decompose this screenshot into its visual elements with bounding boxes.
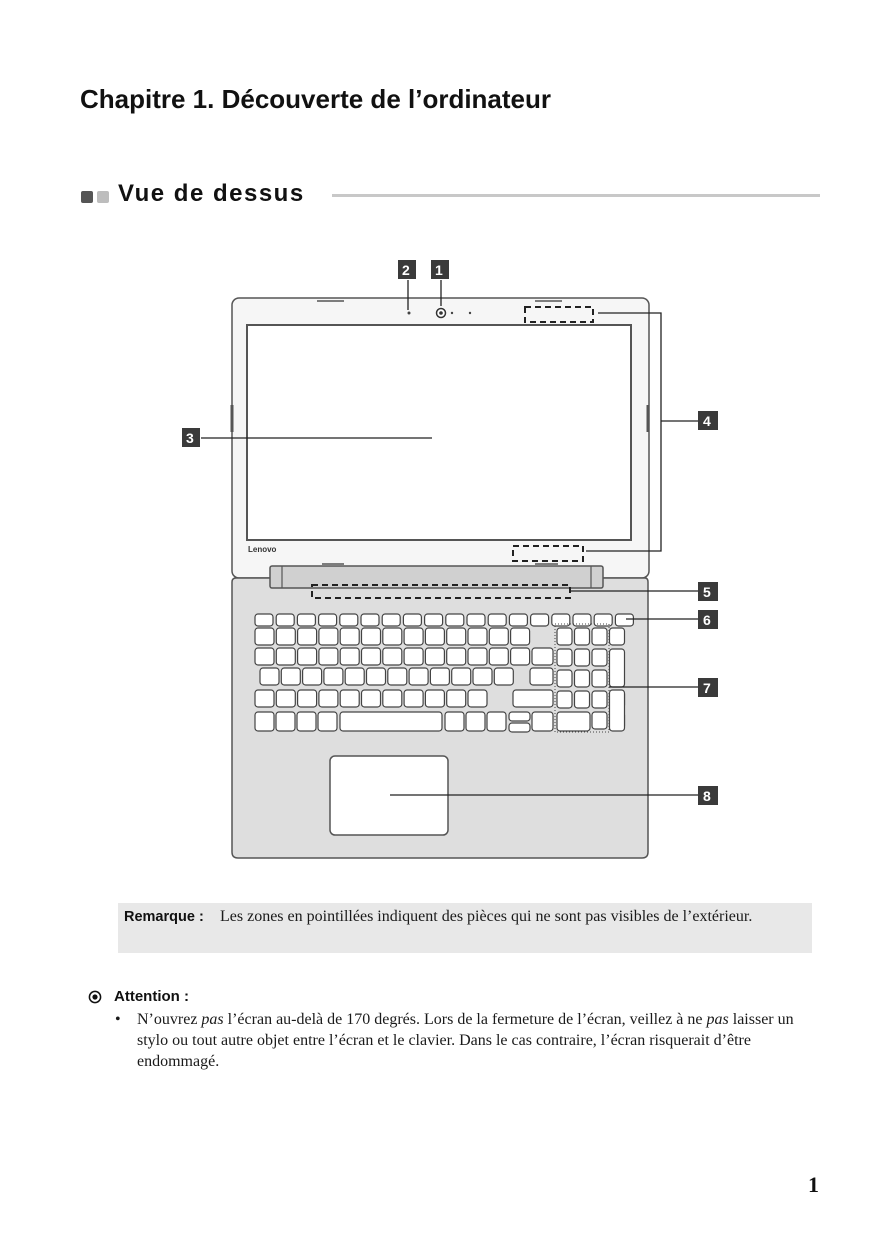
keyboard-key: [298, 628, 317, 645]
keyboard-key: [276, 712, 295, 731]
keyboard-key: [430, 668, 449, 685]
keyboard-key: [319, 690, 338, 707]
keyboard-key: [340, 712, 442, 731]
bullet: •: [115, 1011, 121, 1028]
callout-4: [698, 411, 718, 430]
note-label: Remarque :: [124, 909, 204, 925]
callout-6: [698, 610, 718, 629]
keyboard-key: [575, 649, 590, 666]
section-title: Vue de dessus: [118, 180, 305, 207]
camera-indicator: [451, 312, 453, 314]
callout-7: [698, 678, 718, 697]
keyboard-key: [557, 628, 572, 645]
keyboard-key: [445, 712, 464, 731]
keyboard-key: [592, 670, 607, 687]
keyboard-key: [318, 712, 337, 731]
keyboard-key: [425, 690, 444, 707]
callout-1: [431, 260, 449, 279]
keyboard-key: [575, 628, 590, 645]
svg-text:7: 7: [703, 680, 711, 696]
svg-text:1: 1: [435, 262, 443, 278]
keyboard-key: [447, 628, 466, 645]
keyboard-key: [532, 648, 553, 665]
keyboard-key: [468, 628, 487, 645]
keyboard-key: [466, 712, 485, 731]
keyboard-key: [255, 628, 274, 645]
sensor-dot: [469, 312, 471, 314]
keyboard-key: [298, 648, 317, 665]
keyboard-key: [382, 614, 400, 626]
keyboard-key: [260, 668, 279, 685]
svg-text:8: 8: [703, 788, 711, 804]
keyboard-key: [404, 648, 423, 665]
keyboard-key: [557, 712, 590, 731]
keyboard-key: [530, 668, 553, 685]
keyboard-key: [404, 690, 423, 707]
keyboard-key: [610, 690, 625, 731]
keyboard-key: [509, 723, 530, 732]
note-box: [118, 903, 812, 953]
keyboard-key: [319, 648, 338, 665]
keyboard-key: [592, 691, 607, 708]
laptop-top-view-diagram: [0, 250, 875, 870]
keyboard-key: [297, 712, 316, 731]
keyboard-key: [557, 691, 572, 708]
svg-text:6: 6: [703, 612, 711, 628]
keyboard-key: [447, 690, 466, 707]
keyboard-key: [362, 690, 381, 707]
chapter-title: Chapitre 1. Découverte de l’ordinateur: [80, 84, 552, 114]
keyboard-key: [403, 614, 421, 626]
keyboard-key: [255, 712, 274, 731]
keyboard-key: [281, 668, 300, 685]
microphone-icon: [408, 312, 411, 315]
keyboard-key: [276, 690, 295, 707]
page-number: 1: [808, 1172, 819, 1197]
keyboard-key: [489, 628, 508, 645]
keyboard-key: [511, 648, 530, 665]
keyboard-key: [592, 628, 607, 645]
keyboard-key: [615, 614, 633, 626]
keyboard-key: [494, 668, 513, 685]
keyboard-key: [511, 628, 530, 645]
svg-text:2: 2: [402, 262, 410, 278]
keyboard-key: [468, 648, 487, 665]
keyboard-key: [297, 614, 315, 626]
keyboard-key: [592, 649, 607, 666]
keyboard-key: [468, 690, 487, 707]
keyboard-key: [276, 614, 294, 626]
keyboard-key: [404, 628, 423, 645]
svg-text:3: 3: [186, 430, 194, 446]
keyboard-key: [473, 668, 492, 685]
keyboard-key: [255, 690, 274, 707]
attention-label: Attention :: [114, 988, 189, 1005]
section-heading: [80, 180, 820, 212]
section-square-light: [97, 191, 109, 203]
callout-5: [698, 582, 718, 601]
keyboard-key: [362, 648, 381, 665]
keyboard-key: [509, 614, 527, 626]
keyboard-key: [425, 614, 443, 626]
keyboard-key: [509, 712, 530, 721]
keyboard-key: [425, 648, 444, 665]
keyboard-key: [513, 690, 553, 707]
callout-3: [182, 428, 200, 447]
keyboard-key: [531, 614, 549, 626]
keyboard-key: [409, 668, 428, 685]
keyboard-key: [592, 712, 607, 729]
keyboard-key: [367, 668, 386, 685]
keyboard-key: [557, 670, 572, 687]
keyboard-key: [276, 628, 295, 645]
keyboard-key: [610, 649, 625, 687]
keyboard-key: [452, 668, 471, 685]
keyboard-key: [488, 614, 506, 626]
keyboard-key: [298, 690, 317, 707]
keyboard-key: [319, 614, 337, 626]
keyboard-key: [383, 648, 402, 665]
callout-2: [398, 260, 416, 279]
attention-text: N’ouvrez pas l’écran au-delà de 170 degrés. Lors de la fermeture de l’écran, veillez à ne pas laisser un stylo ou tout autre objet entre l’écran et le clavier. Dans le cas contraire, l’écran risquerait d’être endommagé.: [137, 1011, 794, 1070]
keyboard-key: [383, 628, 402, 645]
section-rule: [332, 194, 820, 197]
keyboard-key: [362, 628, 381, 645]
keyboard-key: [303, 668, 322, 685]
keyboard-key: [276, 648, 295, 665]
keyboard-key: [388, 668, 407, 685]
keyboard-key: [610, 628, 625, 645]
keyboard-key: [575, 670, 590, 687]
callout-8: [698, 786, 718, 805]
keyboard-key: [557, 649, 572, 666]
keyboard-key: [383, 690, 402, 707]
keyboard-key: [340, 690, 359, 707]
svg-text:5: 5: [703, 584, 711, 600]
keyboard-key: [255, 648, 274, 665]
keyboard-key: [487, 712, 506, 731]
keyboard-key: [532, 712, 553, 731]
keyboard-key: [324, 668, 343, 685]
keyboard-key: [340, 648, 359, 665]
keyboard-key: [467, 614, 485, 626]
keyboard-key: [255, 614, 273, 626]
keyboard-key: [319, 628, 338, 645]
keyboard-key: [489, 648, 508, 665]
keyboard-key: [425, 628, 444, 645]
note-text: Les zones en pointillées indiquent des pièces qui ne sont pas visibles de l’extérieur.: [220, 908, 753, 925]
keyboard-key: [447, 648, 466, 665]
camera-icon: [437, 309, 446, 318]
keyboard-key: [446, 614, 464, 626]
attention-icon: [88, 990, 102, 1004]
keyboard-key: [575, 691, 590, 708]
keyboard-key: [340, 628, 359, 645]
section-square-dark: [81, 191, 93, 203]
keyboard-key: [340, 614, 358, 626]
lenovo-logo: Lenovo: [248, 545, 277, 554]
keyboard-key: [345, 668, 364, 685]
keyboard-key: [361, 614, 379, 626]
svg-text:4: 4: [703, 413, 711, 429]
